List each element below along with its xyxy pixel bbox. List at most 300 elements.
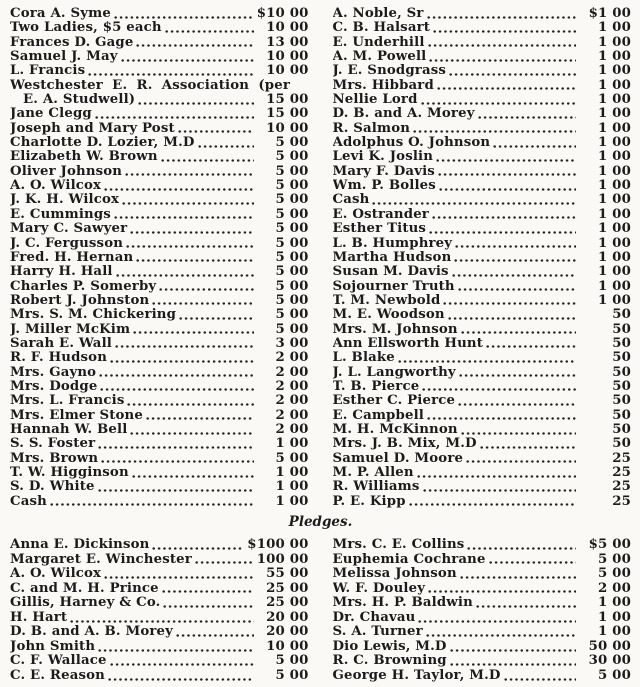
- donor-name: Robert J. Johnston: [10, 293, 150, 308]
- dot-leader: [129, 222, 253, 236]
- donor-name: Mrs. H. P. Baldwin: [332, 596, 473, 611]
- donor-name: John Smith: [10, 639, 96, 654]
- donation-amount: 1 00: [598, 250, 631, 265]
- donor-name: Mary F. Davis: [332, 164, 435, 179]
- ledger-row: [333, 64, 632, 78]
- dot-leader: [453, 251, 576, 265]
- dot-leader: [427, 36, 576, 50]
- dot-leader: [98, 366, 253, 380]
- dot-leader: [437, 165, 576, 179]
- donation-amount: 1 00: [598, 293, 631, 308]
- ledger-row: [10, 122, 309, 136]
- ledger-row: [333, 308, 632, 322]
- donor-name: Charles P. Somerby: [10, 279, 157, 294]
- ledger-row: [10, 165, 309, 179]
- ledger-row: [333, 640, 632, 655]
- donation-amount: 50: [612, 379, 631, 394]
- ledger-row: [333, 179, 632, 193]
- donor-name: Esther C. Pierce: [332, 394, 456, 409]
- ledger-row: [10, 366, 309, 380]
- pledges-right-column: [333, 538, 632, 683]
- ledger-row: [10, 21, 309, 35]
- ledger-row: [333, 437, 632, 451]
- ledger-row: [10, 669, 309, 684]
- donation-amount: 5 00: [275, 654, 309, 669]
- ledger-row: [333, 107, 632, 121]
- donor-name: R. Williams: [332, 480, 420, 495]
- donor-name: C. E. Reason: [10, 668, 105, 683]
- dot-leader: [97, 480, 254, 494]
- dot-leader: [131, 466, 254, 480]
- donation-amount: 1 00: [275, 437, 309, 452]
- donor-name: Fred. H. Hernan: [10, 250, 134, 265]
- donor-name: D. B. and A. B. Morey: [10, 625, 174, 640]
- dot-leader: [97, 640, 253, 655]
- ledger-row: [10, 452, 309, 466]
- donation-amount: 1 00: [598, 164, 631, 179]
- ledger-row: [10, 179, 309, 193]
- donor-name: A. M. Powell: [332, 50, 427, 65]
- donor-name: Mrs. M. Johnson: [332, 322, 458, 337]
- donor-name: Martha Hudson: [332, 250, 452, 265]
- ledger-row: [10, 136, 309, 150]
- ledger-row: [10, 36, 309, 50]
- dot-leader: [121, 193, 253, 207]
- ledger-row: [333, 79, 632, 93]
- donor-name: T. M. Newbold: [332, 293, 441, 308]
- donation-amount: 5 00: [275, 150, 309, 165]
- donation-amount: $5 00: [588, 538, 631, 553]
- dot-leader: [162, 596, 253, 611]
- ledger-row: [10, 409, 309, 423]
- ledger-row: [10, 193, 309, 207]
- ledger-row: [10, 7, 309, 21]
- dot-leader: [113, 7, 254, 21]
- donation-amount: 50: [612, 365, 631, 380]
- dot-leader: [397, 351, 576, 365]
- donor-name: Mrs. S. M. Chickering: [10, 308, 177, 323]
- ledger-row: [10, 208, 309, 222]
- donation-amount: $10 00: [256, 7, 309, 21]
- dot-leader: [460, 423, 576, 437]
- donor-name: S. S. Foster: [10, 437, 96, 452]
- dot-leader: [426, 409, 576, 423]
- dot-leader: [371, 193, 576, 207]
- dot-leader: [492, 136, 576, 150]
- donor-name: Mrs. Dodge: [10, 379, 98, 394]
- donor-name: Charlotte D. Lozier, M.D: [10, 136, 195, 151]
- donation-amount: 10 00: [266, 639, 309, 654]
- ledger-row: [333, 193, 632, 207]
- dot-leader: [485, 337, 576, 351]
- donation-amount: 10 00: [266, 21, 309, 36]
- donor-name: R. F. Hudson: [10, 351, 108, 366]
- ledger-row: [333, 93, 632, 107]
- ledger-row: [333, 7, 632, 21]
- donation-amount: 50 00: [588, 639, 631, 654]
- donor-name: L. Blake: [332, 351, 395, 366]
- dot-leader: [114, 337, 254, 351]
- ledger-row: [10, 654, 309, 669]
- dot-leader: [449, 654, 576, 669]
- ledger-row: [333, 394, 632, 408]
- dot-leader: [442, 294, 576, 308]
- donation-amount: 1 00: [598, 236, 631, 251]
- ledger-row: [10, 582, 309, 597]
- donation-amount: 5 00: [275, 308, 309, 323]
- ledger-row: [10, 294, 309, 308]
- donor-name: Mrs. L. Francis: [10, 394, 125, 409]
- donation-amount: 50: [612, 322, 631, 337]
- ledger-row: [10, 251, 309, 265]
- donation-amount: 2 00: [598, 581, 631, 596]
- dot-leader: [421, 380, 576, 394]
- donation-amount: $1 00: [588, 7, 631, 21]
- donation-amount: 3 00: [275, 336, 309, 351]
- donation-amount: 20 00: [266, 625, 309, 640]
- pledges-left-column: [10, 538, 309, 683]
- donor-name: E. A. Studwell): [23, 93, 136, 108]
- donation-amount: 50: [612, 408, 631, 423]
- dot-leader: [457, 394, 576, 408]
- donor-name: A. O. Wilcox: [10, 179, 102, 194]
- dot-leader: [194, 553, 254, 568]
- donation-amount: 25 00: [266, 581, 309, 596]
- ledger-row: [333, 294, 632, 308]
- donation-amount: 13 00: [266, 35, 309, 50]
- donation-amount: 5 00: [275, 207, 309, 222]
- donor-name: P. E. Kipp: [332, 494, 406, 509]
- donor-name: Cash: [332, 193, 370, 208]
- donor-name: Wm. P. Bolles: [332, 179, 436, 194]
- dot-leader: [178, 308, 253, 322]
- dot-leader: [431, 208, 576, 222]
- donor-name: E. Campbell: [332, 408, 424, 423]
- ledger-row: [333, 150, 632, 164]
- donor-name: Two Ladies, $5 each: [10, 21, 162, 36]
- donor-name: E. Underhill: [332, 35, 425, 50]
- dot-leader: [488, 553, 576, 568]
- donation-amount: 2 00: [275, 422, 309, 437]
- ledger-row: [10, 567, 309, 582]
- donation-amount: 25: [612, 451, 631, 466]
- ledger-row: [10, 265, 309, 279]
- donation-amount: 5 00: [275, 293, 309, 308]
- ledger-row: [333, 122, 632, 136]
- dot-leader: [459, 567, 576, 582]
- ledger-row: [10, 351, 309, 365]
- donor-name: R. C. Browning: [332, 654, 447, 669]
- donor-name: Adolphus O. Johnson: [332, 136, 491, 151]
- dot-leader: [49, 495, 254, 509]
- donor-name: C. B. Halsart: [332, 21, 431, 36]
- donor-name: Cora A. Syme: [10, 7, 111, 21]
- dot-leader: [422, 480, 576, 494]
- donor-name: J. C. Fergusson: [10, 236, 124, 251]
- donor-name: Dr. Chavau: [332, 610, 416, 625]
- dot-leader: [177, 122, 254, 136]
- dot-leader: [477, 107, 576, 121]
- ledger-row: [10, 107, 309, 121]
- donor-name: Harry H. Hall: [10, 265, 113, 280]
- dot-leader: [458, 366, 576, 380]
- ledger-row: [333, 222, 632, 236]
- ledger-row: [10, 466, 309, 480]
- donation-amount: 2 00: [275, 394, 309, 409]
- donation-amount: 25 00: [266, 596, 309, 611]
- donation-amount: $100 00: [247, 538, 309, 553]
- donation-amount: 5 00: [275, 222, 309, 237]
- donor-name: Susan M. Davis: [332, 265, 449, 280]
- donation-amount: 50: [612, 437, 631, 452]
- dot-leader: [175, 625, 253, 640]
- donation-amount: 50: [612, 308, 631, 323]
- ledger-row: [10, 495, 309, 509]
- dot-leader: [457, 280, 576, 294]
- donation-amount: 2 00: [275, 365, 309, 380]
- dot-leader: [158, 280, 253, 294]
- donor-name: E. Cummings: [10, 207, 111, 222]
- donation-amount: 1 00: [598, 222, 631, 237]
- dot-leader: [460, 323, 576, 337]
- ledger-row: [333, 21, 632, 35]
- donation-amount: 1 00: [598, 265, 631, 280]
- donation-amount: 50: [612, 422, 631, 437]
- donation-amount: 50: [612, 394, 631, 409]
- donor-name: Samuel J. May: [10, 50, 118, 65]
- donation-amount: 5 00: [275, 668, 309, 683]
- dot-leader: [151, 538, 244, 553]
- ledger-row: [10, 596, 309, 611]
- dot-leader: [435, 150, 576, 164]
- donor-name: C. and M. H. Prince: [10, 581, 159, 596]
- dot-leader: [466, 538, 576, 553]
- donation-amount: 2 00: [275, 408, 309, 423]
- ledger-row: [10, 308, 309, 322]
- dot-leader: [408, 495, 576, 509]
- donation-amount: 1 00: [598, 107, 631, 122]
- donation-amount: 5 00: [275, 322, 309, 337]
- ledger-row: [10, 93, 309, 107]
- dot-leader: [448, 64, 576, 78]
- dot-leader: [124, 165, 253, 179]
- donation-amount: 1 00: [598, 150, 631, 165]
- donation-amount: 2 00: [275, 379, 309, 394]
- dot-leader: [126, 394, 253, 408]
- donor-name: Joseph and Mary Post: [10, 121, 175, 136]
- ledger-row: [333, 366, 632, 380]
- donor-name: Sojourner Truth: [332, 279, 455, 294]
- donation-amount: 25: [612, 466, 631, 480]
- donation-amount: 2 00: [275, 351, 309, 366]
- donor-name: Sarah E. Wall: [10, 336, 112, 351]
- dot-leader: [103, 179, 253, 193]
- ledger-row: [10, 538, 309, 553]
- dot-leader: [137, 93, 253, 107]
- dot-leader: [94, 107, 254, 121]
- ledger-row: [10, 79, 309, 93]
- donation-amount: 1 00: [598, 93, 631, 108]
- donation-amount: 30 00: [588, 654, 631, 669]
- donor-name: Frances D. Gage: [10, 35, 134, 50]
- donor-name: H. Hart: [10, 610, 68, 625]
- dot-leader: [412, 122, 576, 136]
- dot-leader: [420, 93, 576, 107]
- donor-name: Samuel D. Moore: [332, 451, 464, 466]
- dot-leader: [109, 351, 253, 365]
- donation-amount: 5 00: [275, 250, 309, 265]
- donor-name: L. B. Humphrey: [332, 236, 453, 251]
- donor-name: Euphemia Cochrane: [332, 552, 486, 567]
- ledger-row: [333, 323, 632, 337]
- donation-amount: 1 00: [598, 78, 631, 93]
- dot-leader: [161, 582, 254, 597]
- dot-leader: [99, 380, 253, 394]
- donation-amount: 1 00: [598, 121, 631, 136]
- ledger-row: [10, 64, 309, 78]
- donation-amount: 15 00: [266, 93, 309, 108]
- pledges-section: [10, 538, 631, 683]
- donation-amount: 1 00: [598, 610, 631, 625]
- ledger-row: [10, 480, 309, 494]
- donation-amount: 1 00: [275, 494, 309, 509]
- donation-amount: 1 00: [275, 466, 309, 480]
- donor-name: Cash: [10, 494, 47, 509]
- ledger-row: [10, 323, 309, 337]
- donor-name: T. B. Pierce: [332, 379, 420, 394]
- dot-leader: [503, 669, 576, 684]
- donation-amount: 25: [612, 480, 631, 495]
- donation-amount: 5 00: [598, 552, 631, 567]
- donor-name: J. L. Langworthy: [332, 365, 456, 380]
- donor-name: Jane Clegg: [10, 107, 92, 122]
- donor-name: S. A. Turner: [332, 625, 423, 640]
- ledger-row: [333, 596, 632, 611]
- donation-amount: 5 00: [275, 164, 309, 179]
- donor-name: Elizabeth W. Brown: [10, 150, 158, 165]
- ledger-row: [10, 394, 309, 408]
- dot-leader: [87, 64, 253, 78]
- dot-leader: [449, 640, 576, 655]
- donor-name: George H. Taylor, M.D: [332, 668, 501, 683]
- donation-amount: 1 00: [275, 480, 309, 495]
- donation-amount: 100 00: [256, 552, 309, 567]
- ledger-row: [333, 553, 632, 568]
- donor-name: Gillis, Harney & Co.: [10, 596, 161, 611]
- donations-left-column: [10, 7, 309, 509]
- dot-leader: [454, 237, 576, 251]
- pledges-heading: Pledges.: [288, 514, 353, 531]
- donations-section: [10, 7, 631, 509]
- ledger-row: [333, 337, 632, 351]
- donor-name: Esther Titus: [332, 222, 427, 237]
- donation-amount: 10 00: [266, 50, 309, 65]
- donor-name: Levi K. Joslin: [332, 150, 434, 165]
- ledger-row: [10, 337, 309, 351]
- dot-leader: [432, 21, 576, 35]
- donor-name: Margaret E. Winchester: [10, 552, 192, 567]
- dot-leader: [129, 423, 253, 437]
- dot-leader: [416, 466, 576, 480]
- ledger-row: [333, 654, 632, 669]
- dot-leader: [475, 596, 576, 611]
- ledger-row: [10, 553, 309, 568]
- dot-leader: [417, 611, 576, 626]
- donation-amount: 1 00: [598, 35, 631, 50]
- donor-name: S. D. White: [10, 480, 95, 495]
- ledger-row: [10, 423, 309, 437]
- donor-name: A. O. Wilcox: [10, 567, 102, 582]
- donor-name: M. H. McKinnon: [332, 422, 458, 437]
- donor-name: Mary C. Sawyer: [10, 222, 128, 237]
- donor-name: Anna E. Dickinson: [10, 538, 150, 553]
- donor-name: Ann Ellsworth Hunt: [332, 336, 484, 351]
- donation-amount: 1 00: [598, 21, 631, 36]
- ledger-row: [333, 625, 632, 640]
- ledger-row: [333, 351, 632, 365]
- dot-leader: [103, 567, 253, 582]
- donor-name: Nellie Lord: [332, 93, 418, 108]
- ledger-row: [10, 280, 309, 294]
- donation-amount: 15 00: [266, 107, 309, 122]
- ledger-row: [333, 582, 632, 597]
- donor-name: J. K. H. Wilcox: [10, 193, 120, 208]
- dot-leader: [197, 136, 254, 150]
- dot-leader: [425, 625, 576, 640]
- ledger-row: [10, 640, 309, 655]
- donor-name: T. W. Higginson: [10, 466, 129, 480]
- dot-leader: [427, 582, 576, 597]
- donor-name: Mrs. J. B. Mix, M.D: [332, 437, 477, 452]
- ledger-row: [10, 437, 309, 451]
- donor-name: Mrs. Elmer Stone: [10, 408, 143, 423]
- donor-name: Mrs. Gayno: [10, 365, 97, 380]
- ledger-row: [333, 466, 632, 480]
- donation-amount: 1 00: [598, 279, 631, 294]
- dot-leader: [438, 179, 576, 193]
- dot-leader: [164, 21, 254, 35]
- dot-leader: [428, 222, 576, 236]
- donor-name: M. P. Allen: [332, 466, 414, 480]
- ledger-row: [333, 280, 632, 294]
- donor-name: Mrs. C. E. Collins: [332, 538, 465, 553]
- ledger-row: [333, 423, 632, 437]
- dot-leader: [115, 265, 254, 279]
- ledger-row: [333, 165, 632, 179]
- donation-amount: 1 00: [598, 207, 631, 222]
- donation-amount: 5 00: [275, 236, 309, 251]
- ledger-row: [10, 380, 309, 394]
- dot-leader: [113, 208, 254, 222]
- dot-leader: [451, 265, 576, 279]
- donor-name: W. F. Douley: [332, 581, 426, 596]
- donor-name: C. F. Wallace: [10, 654, 107, 669]
- ledger-row: [333, 480, 632, 494]
- ledger-row: [333, 538, 632, 553]
- donor-name: D. B. and A. Morey: [332, 107, 475, 122]
- donor-name: E. Ostrander: [332, 207, 429, 222]
- donation-amount: 1 00: [598, 596, 631, 611]
- donation-amount: 1 00: [598, 625, 631, 640]
- donation-amount: 5 00: [275, 193, 309, 208]
- ledger-row: [333, 495, 632, 509]
- donation-amount: 10 00: [266, 121, 309, 136]
- ledger-row: [10, 611, 309, 626]
- donor-name: Mrs. Brown: [10, 451, 99, 466]
- donation-amount: 5 00: [598, 668, 631, 683]
- dot-leader: [120, 50, 254, 64]
- ledger-row: [333, 409, 632, 423]
